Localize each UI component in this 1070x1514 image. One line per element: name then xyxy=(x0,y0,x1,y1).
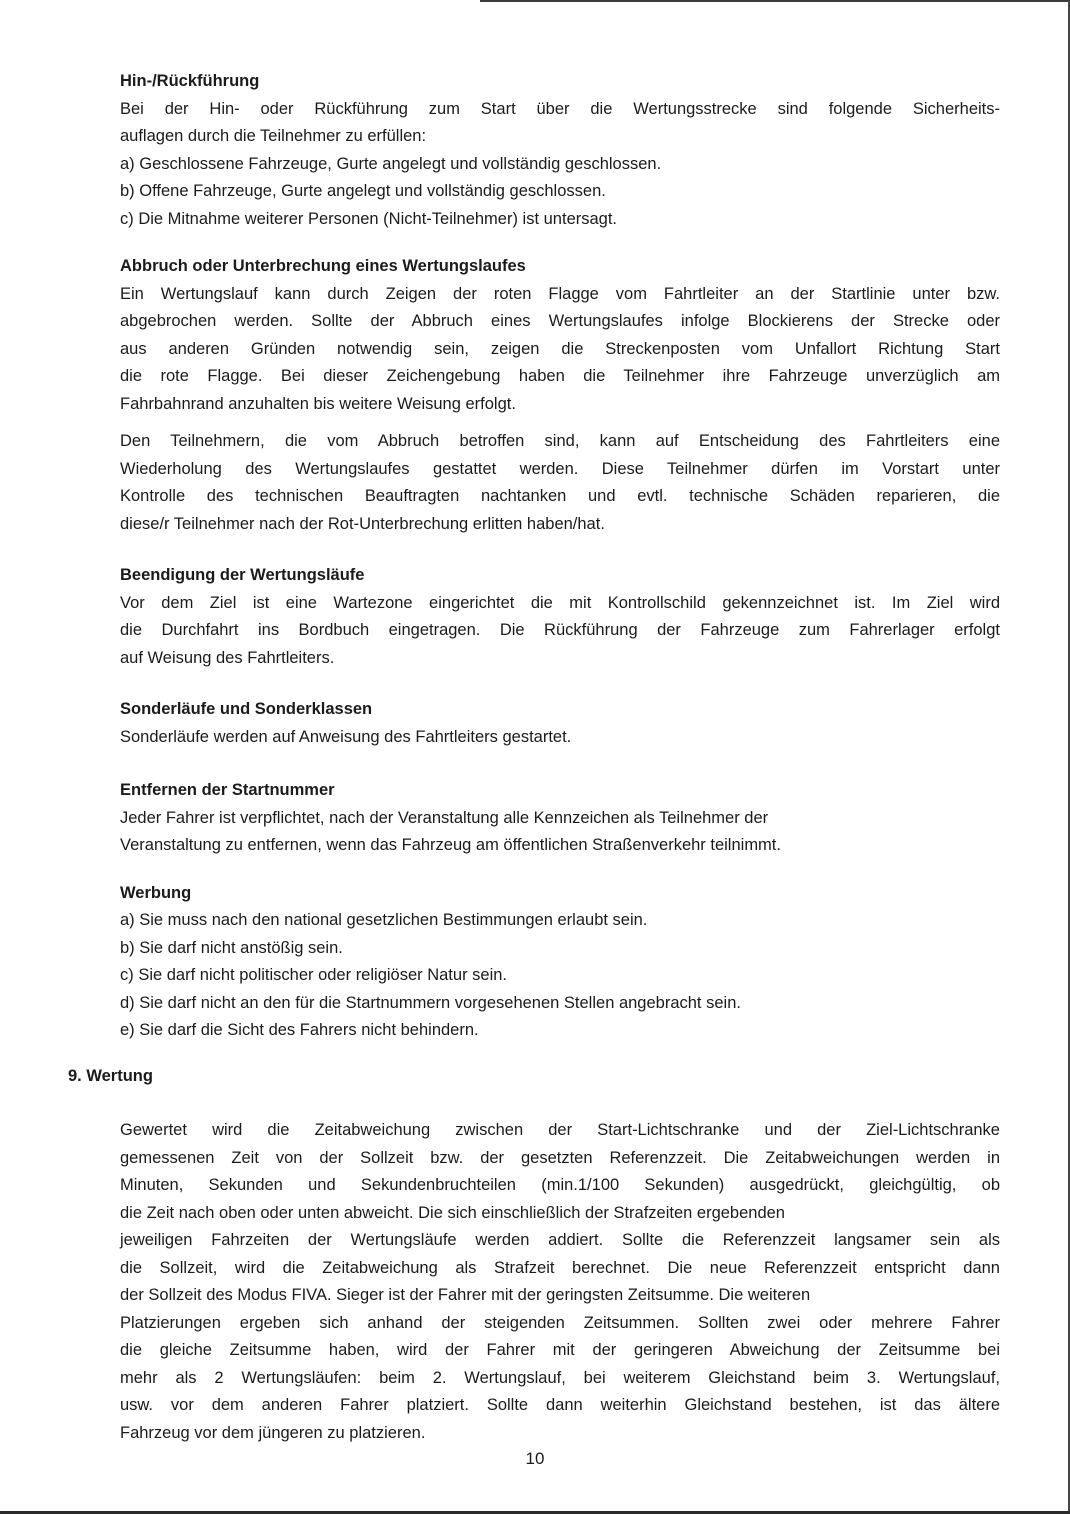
scan-edge-top xyxy=(480,0,1070,2)
text-line: die rote Flagge. Bei dieser Zeichengebung haben die Teilnehmer ihre Fahrzeuge unverzüglich am xyxy=(120,367,1000,385)
text-line: die gleiche Zeitsumme haben, wird der Fahrer mit der geringeren Abweichung der Zeitsumme bei xyxy=(120,1341,1000,1359)
text-line: Den Teilnehmern, die vom Abbruch betroffen sind, kann auf Entscheidung des Fahrtleiters eine xyxy=(120,432,1000,450)
section-heading: Werbung xyxy=(120,883,192,902)
section-heading: Hin-/Rückführung xyxy=(120,72,260,90)
paragraph xyxy=(120,1117,1000,1447)
paragraph xyxy=(120,907,1000,1045)
text-line: a) Geschlossene Fahrzeuge, Gurte angelegt und vollständig geschlossen. xyxy=(120,154,662,173)
text-line: Fahrzeug vor dem jüngeren zu platzieren. xyxy=(120,1423,426,1442)
section-heading: 9. Wertung xyxy=(68,1066,153,1085)
text-line: Sonderläufe werden auf Anweisung des Fahrtleiters gestartet. xyxy=(120,727,572,746)
section-heading: Abbruch oder Unterbrechung eines Wertungslaufes xyxy=(120,257,526,275)
text-line: a) Sie muss nach den national gesetzlichen Bestimmungen erlaubt sein. xyxy=(120,911,648,929)
text-line: Bei der Hin- oder Rückführung zum Start über die Wertungsstrecke sind folgende Sicherheits- xyxy=(120,99,1000,118)
text-line: gemessenen Zeit von der Sollzeit bzw. der gesetzten Referenzzeit. Die Zeitabweichungen werden in xyxy=(120,1148,1000,1167)
text-line: Gewertet wird die Zeitabweichung zwischen der Start-Lichtschranke und der Ziel-Lichtschranke xyxy=(120,1121,1000,1139)
text-line: aus anderen Gründen notwendig sein, zeigen die Streckenposten vom Unfallort Richtung Start xyxy=(120,339,1000,358)
section-heading: Entfernen der Startnummer xyxy=(120,781,335,799)
text-line: b) Sie darf nicht anstößig sein. xyxy=(120,938,343,957)
page-number: 10 xyxy=(525,1449,545,1468)
text-line: Ein Wertungslauf kann durch Zeigen der roten Flagge vom Fahrtleiter an der Startlinie unter bzw. xyxy=(120,284,1000,303)
text-line: c) Sie darf nicht politischer oder religiöser Natur sein. xyxy=(120,966,508,984)
text-line: e) Sie darf die Sicht des Fahrers nicht behindern. xyxy=(120,1021,479,1039)
text-line: b) Offene Fahrzeuge, Gurte angelegt und vollständig geschlossen. xyxy=(120,182,606,200)
paragraph xyxy=(120,96,1000,234)
text-line: usw. vor dem anderen Fahrer platziert. Sollte dann weiterhin Gleichstand bestehen, ist das ältere xyxy=(120,1396,1000,1414)
text-line: Minuten, Sekunden und Sekundenbruchteilen (min.1/100 Sekunden) ausgedrückt, gleichgültig, ob xyxy=(120,1176,1000,1194)
document-section xyxy=(68,1063,1000,1448)
paragraph xyxy=(120,428,1000,538)
text-line: diese/r Teilnehmer nach der Rot-Unterbrechung erlitten haben/hat. xyxy=(120,514,605,533)
text-line: Wiederholung des Wertungslaufes gestattet werden. Diese Teilnehmer dürfen im Vorstart unter xyxy=(120,459,1000,478)
text-line: Vor dem Ziel ist eine Wartezone eingerichtet die mit Kontrollschild gekennzeichnet ist. Im Ziel wird xyxy=(120,593,1000,612)
text-line: auf Weisung des Fahrtleiters. xyxy=(120,648,335,667)
paragraph xyxy=(120,590,1000,673)
text-line: c) Die Mitnahme weiterer Personen (Nicht-Teilnehmer) ist untersagt. xyxy=(120,209,618,228)
paragraph xyxy=(120,724,1000,752)
text-line: jeweiligen Fahrzeiten der Wertungsläufe werden addiert. Sollte die Referenzzeit langsamer sein als xyxy=(120,1231,1000,1249)
document-content xyxy=(68,68,1000,1447)
text-line: Kontrolle des technischen Beauftragten nachtanken und evtl. technische Schäden reparieren, die xyxy=(120,487,1000,505)
text-line: abgebrochen werden. Sollte der Abbruch eines Wertungslaufes infolge Blockierens der Strecke oder xyxy=(120,312,1000,330)
document-section xyxy=(120,68,1000,233)
text-line: der Sollzeit des Modus FIVA. Sieger ist der Fahrer mit der geringsten Zeitsumme. Die weiteren xyxy=(120,1286,811,1304)
text-line: Fahrbahnrand anzuhalten bis weitere Weisung erfolgt. xyxy=(120,394,516,413)
document-section xyxy=(120,562,1000,672)
text-line: auflagen durch die Teilnehmer zu erfüllen: xyxy=(120,127,427,145)
document-section xyxy=(120,253,1000,538)
text-line: Veranstaltung zu entfernen, wenn das Fahrzeug am öffentlichen Straßenverkehr teilnimmt. xyxy=(120,836,781,854)
text-line: Jeder Fahrer ist verpflichtet, nach der Veranstaltung alle Kennzeichen als Teilnehmer der xyxy=(120,808,769,827)
text-line: mehr als 2 Wertungsläufen: beim 2. Wertungslauf, bei weiterem Gleichstand beim 3. Wertungslauf, xyxy=(120,1368,1000,1387)
section-heading: Beendigung der Wertungsläufe xyxy=(120,566,365,584)
document-section xyxy=(120,880,1000,1045)
document-section xyxy=(120,696,1000,751)
document-section xyxy=(120,777,1000,860)
text-line: die Zeit nach oben oder unten abweicht. Die sich einschließlich der Strafzeiten ergebenden xyxy=(120,1203,785,1222)
text-line: die Durchfahrt ins Bordbuch eingetragen. Die Rückführung der Fahrzeuge zum Fahrerlager erfolgt xyxy=(120,621,1000,639)
section-heading: Sonderläufe und Sonderklassen xyxy=(120,700,373,718)
paragraph xyxy=(120,805,1000,860)
text-line: d) Sie darf nicht an den für die Startnummern vorgesehenen Stellen angebracht sein. xyxy=(120,993,741,1012)
paragraph xyxy=(120,281,1000,419)
text-line: die Sollzeit, wird die Zeitabweichung als Strafzeit berechnet. Die neue Referenzzeit entspricht dann xyxy=(120,1258,1000,1277)
text-line: Platzierungen ergeben sich anhand der steigenden Zeitsummen. Sollten zwei oder mehrere Fahrer xyxy=(120,1313,1000,1332)
